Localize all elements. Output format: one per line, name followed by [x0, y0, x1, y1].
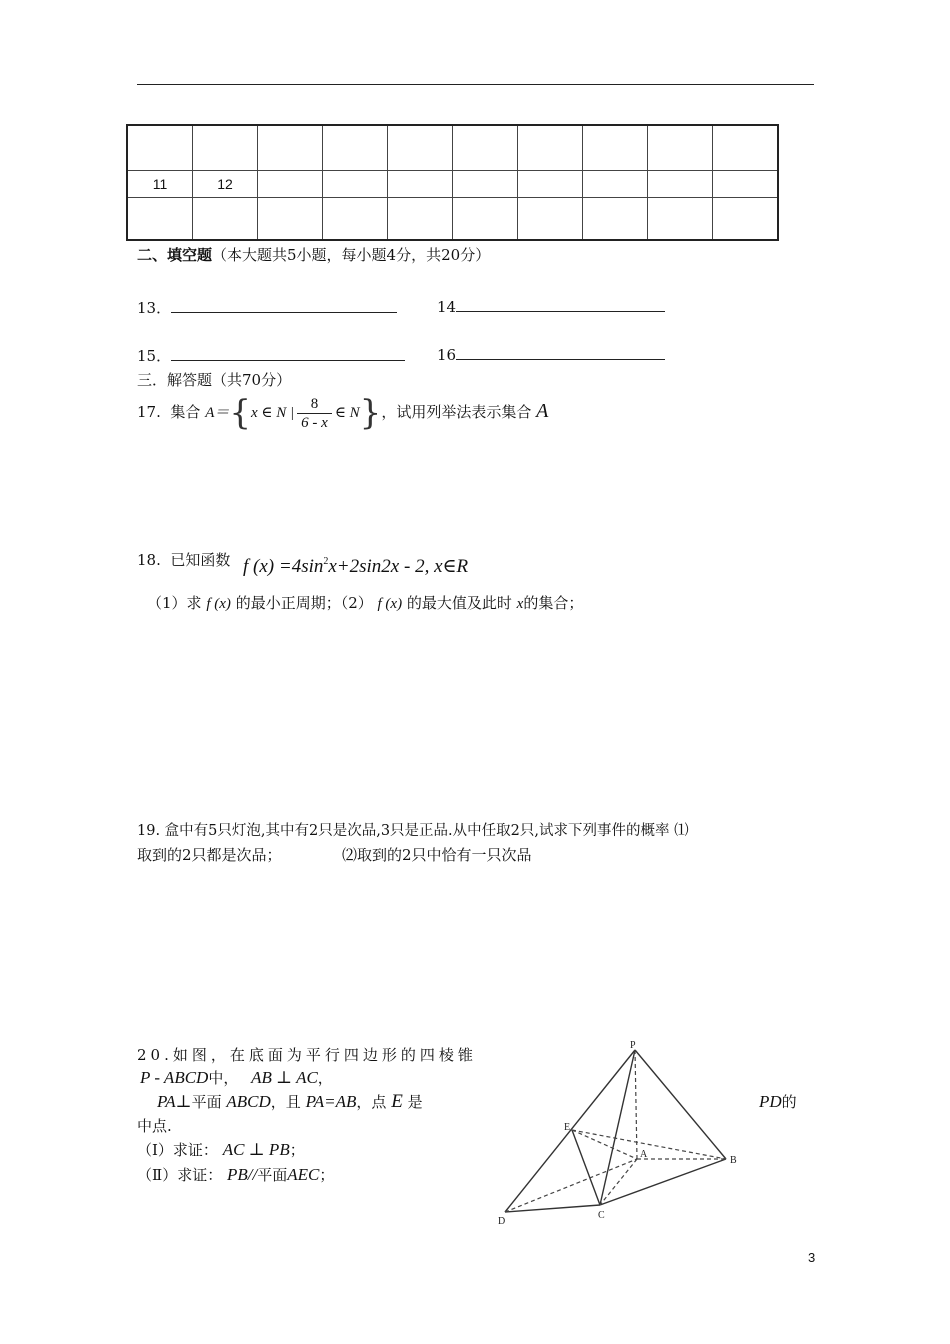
label-D: D	[498, 1216, 506, 1227]
answer-blank-16[interactable]	[456, 345, 665, 360]
question-number-cell: 12	[193, 171, 258, 198]
question-18-num: 18. 已知函数	[137, 551, 231, 569]
label-E: E	[564, 1122, 571, 1133]
answer-row-2	[127, 171, 778, 198]
label-B: B	[730, 1155, 737, 1166]
question-18-formula: f $(x) =4\sin^2x+2\sin 2x - 2$, x∈R	[243, 556, 469, 577]
question-18-parts: （1）求 f (x) 的最小正周期；（2） f (x) 的最大值及此时 x的集合；	[147, 594, 584, 612]
page-number: 3	[808, 1250, 816, 1265]
answer-blank-13[interactable]	[171, 298, 397, 313]
pyramid-figure	[490, 1036, 750, 1228]
right-brace: }	[359, 393, 382, 433]
label-P: P	[630, 1040, 636, 1051]
question-20-line3: PA⊥平面 ABCD，且 PA=AB，点 E 是	[157, 1091, 423, 1112]
edge-DA	[505, 1159, 637, 1212]
answer-blank-15[interactable]	[171, 346, 405, 361]
answer-row-1	[127, 125, 778, 171]
fill-q15: 15．	[137, 345, 405, 366]
fraction: $\frac{8}{6 - x}$	[297, 395, 332, 432]
section3-heading: 三．解答题（共70分）	[137, 371, 292, 389]
header-rule	[137, 84, 814, 85]
fill-q14: 14	[437, 297, 665, 316]
question-19-line1: 19. 盒中有5只灯泡,其中有2只是次品,3只是正品.从中任取2只,试求下列事件的概率 ⑴	[137, 823, 689, 839]
question-20-line2: P - ABCD中， AB ⊥ AC，	[140, 1068, 333, 1087]
question-19-line2a: 取到的2只都是次品；	[137, 846, 282, 864]
section2-heading: 二、填空题（本大题共5小题，每小题4分，共20分）	[137, 246, 491, 264]
edge-PB	[635, 1050, 726, 1159]
question-20-part2: （Ⅱ）求证： PB//平面AEC；	[137, 1165, 335, 1184]
question-19-line2b: ⑵取到的2只中恰有一只次品	[342, 846, 532, 864]
question-20-line1: 20.如图，在底面为平行四边形的四棱锥	[137, 1046, 477, 1064]
left-brace: {	[229, 393, 252, 433]
answer-blank-14[interactable]	[456, 297, 665, 312]
edge-EB	[572, 1130, 726, 1159]
answer-table	[126, 124, 779, 241]
fill-q16: 16	[437, 345, 665, 364]
edge-PC	[600, 1050, 635, 1205]
question-17: 17. 集合 A＝{x ∈ N | $\frac{8}{6 - x}$ ∈ N}，试用列举法表示集合 A	[137, 393, 549, 433]
question-20-midpoint: 中点.	[137, 1117, 172, 1135]
label-A: A	[640, 1149, 648, 1160]
question-number-cell: 11	[127, 171, 193, 198]
label-C: C	[598, 1210, 605, 1221]
question-20-part1: （Ⅰ）求证： AC ⊥ PB；	[137, 1140, 305, 1159]
question-20-pd: PD的	[759, 1092, 797, 1111]
fill-q13: 13．	[137, 297, 397, 318]
edge-EC	[572, 1130, 600, 1205]
answer-row-3	[127, 198, 778, 241]
